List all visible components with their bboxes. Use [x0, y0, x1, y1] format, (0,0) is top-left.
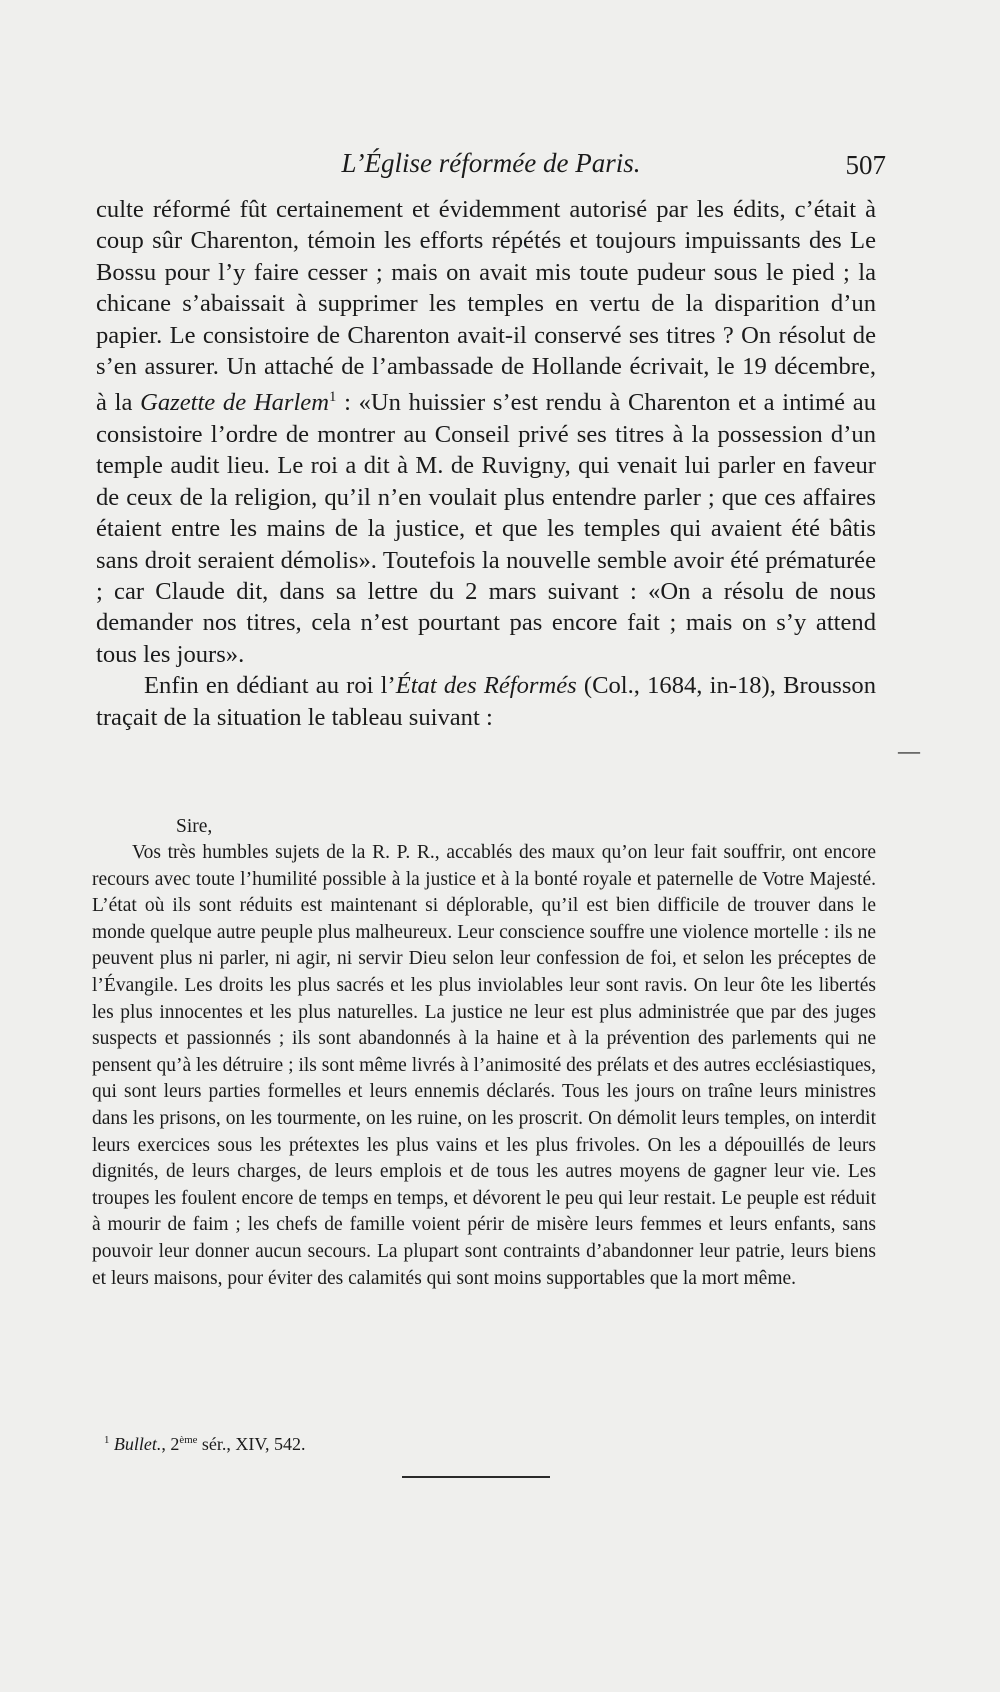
footnote-source: Bullet. [113, 1434, 162, 1454]
page-number: 507 [845, 150, 886, 180]
paragraph-1 [96, 194, 876, 670]
footnote-ref: 1 [329, 389, 337, 406]
margin-mark: — [898, 738, 920, 763]
text-run: (Col., 1684, in-18), Brousson traçait de la situation le tableau suivant : [96, 672, 876, 731]
section-rule [402, 1476, 550, 1478]
footnote [104, 1434, 804, 1455]
block-quote [92, 840, 876, 1292]
footnote-ordinal: ème [179, 1434, 198, 1446]
italic-title: État des Réformés [395, 672, 577, 700]
italic-title: Gazette de Harlem [140, 389, 329, 417]
paragraph-2 [96, 670, 876, 733]
footnote-text: sér., XIV, 542. [197, 1434, 306, 1454]
running-title: L’Église réformée de Paris. [341, 148, 641, 178]
running-head [96, 148, 886, 184]
quote-body: Vos très humbles sujets de la R. P. R., accablés des maux qu’on leur fait souffrir, ont encore recours avec toute l’humilité possible à la justice et à la bonté royale et paternelle de Votre Majesté. L’état où ils sont réduits est maintenant si déplorable, qu’il est bien difficile de trouver dans le monde quelque autre peuple plus malheureux. Leur conscience souffre une violence mortelle : ils ne peuvent plus ni parler, ni agir, ni servir Dieu selon leur confession de foi, et selon les préceptes de l’Évangile. Les droits les plus sacrés et les plus inviolables leur sont ravis. On leur ôte les libertés les plus innocentes et les plus naturelles. La justice ne leur est plus administrée que par des juges suspects et passionnés ; ils sont abandonnés à la haine et à la prévention des parlements qui ne pensent qu’à les détruire ; ils sont même livrés à l’animosité des prélats et des autres ecclésiastiques, qui sont leurs parties formelles et leurs ennemis déclarés. Tous les jours on traîne leurs ministres dans les prisons, on les tourmente, on les ruine, on les proscrit. On démolit leurs temples, on interdit leurs exercices sous les prétextes les plus vains et les plus frivoles. On les a dépouillés de leurs dignités, de leurs charges, de leurs emplois et de tous les autres moyens de gagner leur vie. Les troupes les foulent encore de temps en temps, et dévorent le peu qui leur restait. Le peuple est réduit à mourir de faim ; les chefs de famille voient périr de misère leurs femmes et leurs enfants, sans pouvoir leur donner aucun secours. La plupart sont contraints d’abandonner leur patrie, leurs biens et leurs maisons, pour éviter des calamités qui sont moins supportables que la mort même. [92, 842, 876, 1289]
text-run: Enfin en dédiant au roi l’ [144, 672, 396, 700]
text-run: : «Un huissier s’est rendu à Charenton et a intimé au consistoire l’ordre de montrer au Conseil privé ses titres à la possession d’un temple audit lieu. Le roi a dit à M. de Ruvigny, qui venait lui parler en faveur de ceux de la religion, qu’il n’en voulait plus entendre parler ; que ces affaires étaient entre les mains de la justice, et que les temples qui avaient été bâtis sans droit seraient démolis». Toutefois la nouvelle semble avoir été prématurée ; car Claude dit, dans sa lettre du 2 mars suivant : «On a résolu de nous demander nos titres, cela n’est pourtant pas encore fait ; mais on s’y attend tous les jours». [96, 389, 877, 668]
footnote-text: , 2 [161, 1434, 180, 1454]
footnote-marker: 1 [104, 1434, 110, 1446]
quote-salutation: Sire, [176, 816, 213, 837]
text-run: culte réformé fût certainement et évidemment autorisé par les édits, c’était à coup sûr Charenton, témoin les efforts répétés et toujours impuissants des Le Bossu pour l’y faire cesser ; mais on avait mis toute pudeur sous le pied ; la chicane s’abaissait à supprimer les temples en vertu de la disparition d’un papier. Le consistoire de Charenton avait-il conservé ses titres ? On résolut de s’en assurer. Un attaché de l’ambassade de Hollande écrivait, le 19 décembre, à la [96, 196, 876, 417]
main-text [96, 194, 876, 733]
